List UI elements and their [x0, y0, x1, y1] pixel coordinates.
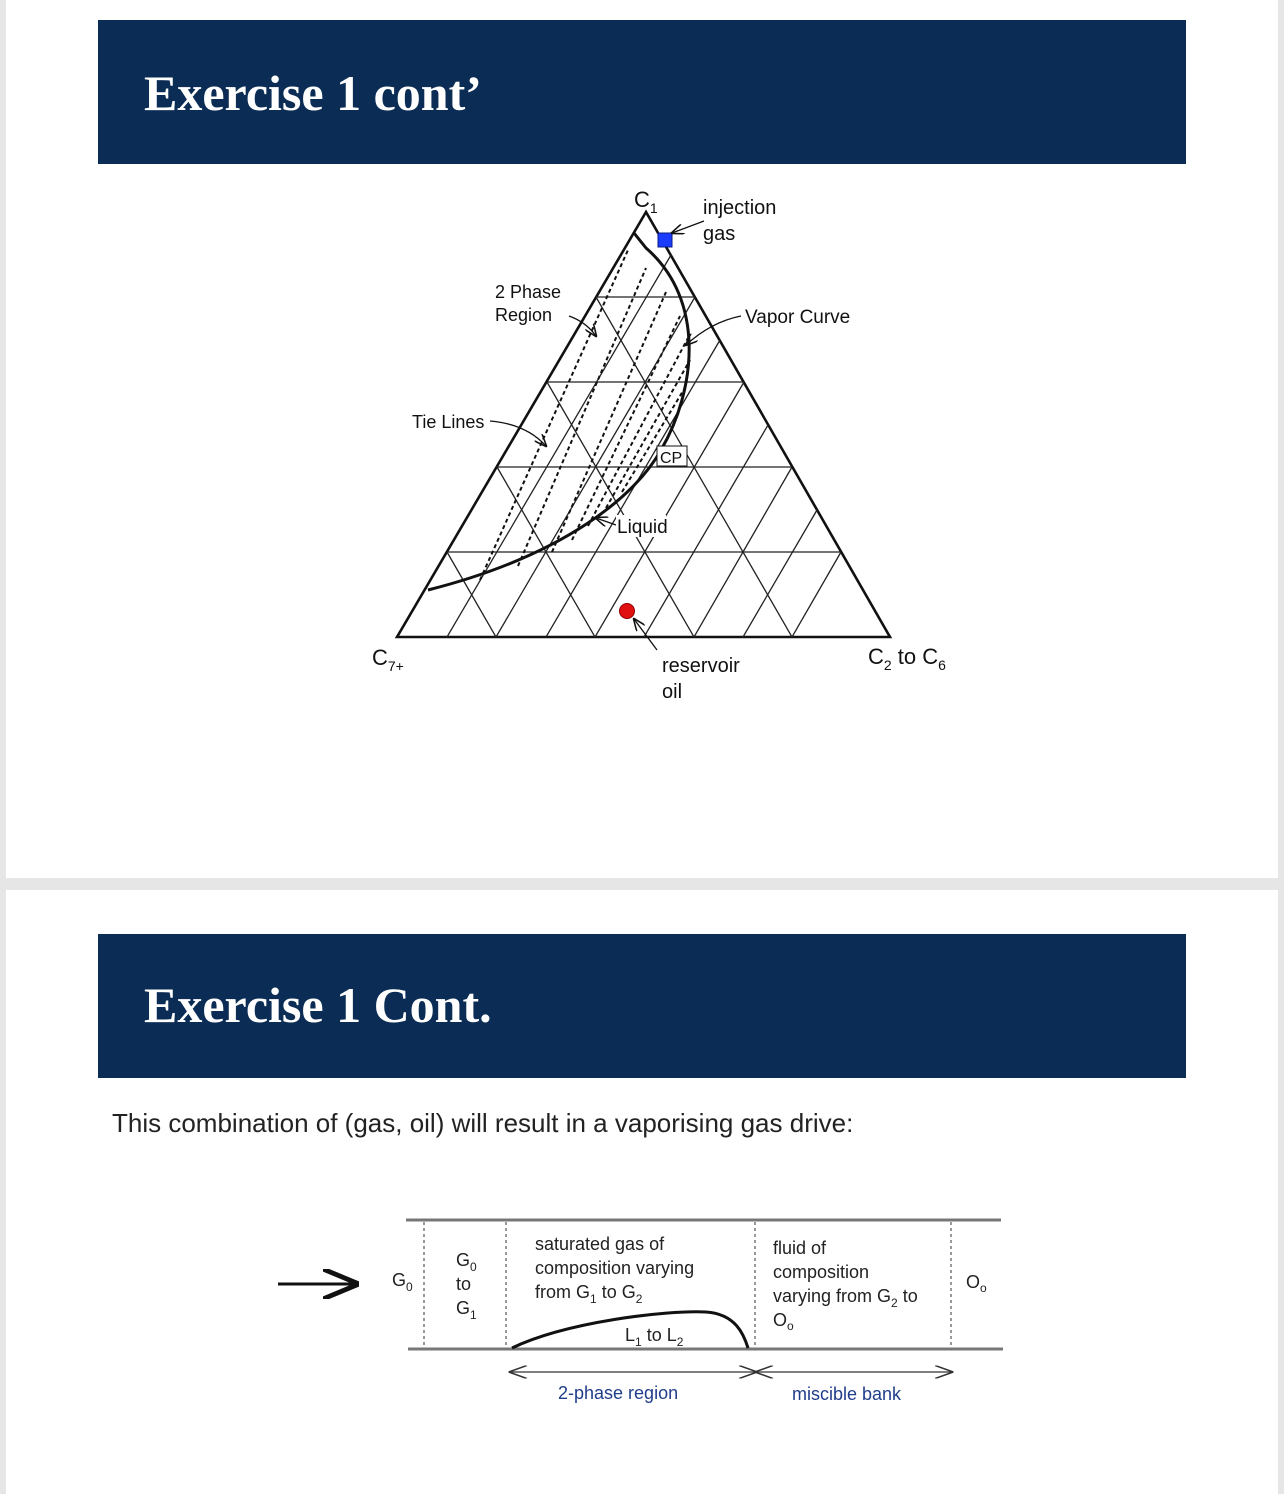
liquid-label: Liquid	[617, 517, 668, 538]
critical-point-label: CP	[660, 450, 683, 467]
zone1-label: $G_0$ to $G_1$	[456, 1250, 477, 1322]
injection-gas-label: injection gas	[703, 197, 777, 245]
zone-separators	[424, 1222, 951, 1348]
tie-lines-label: Tie Lines	[412, 412, 485, 432]
slide-title: Exercise 1 cont’	[144, 65, 482, 121]
liquid-composition-label: $L_1$ to $L_2$	[625, 1325, 684, 1349]
ternary-diagram	[6, 0, 1278, 878]
injection-gas-marker	[658, 233, 672, 247]
statement-text: This combination of (gas, oil) will result in a vaporising gas drive:	[112, 1108, 854, 1138]
miscible-bank-label: miscible bank	[792, 1384, 902, 1404]
reservoir-oil-marker	[620, 604, 635, 619]
apex-left-label: $C_{7+}$	[372, 645, 404, 674]
two-phase-region-label: 2 Phase Region	[495, 282, 562, 325]
slide-title: Exercise 1 Cont.	[144, 977, 492, 1033]
zone2-label: saturated gas of composition varying from $G_1$ to $G_2$	[535, 1234, 695, 1306]
g0-label: $G_0$	[392, 1270, 413, 1294]
zone3-label: fluid of composition varying from $G_2$ to $O_o$	[773, 1238, 918, 1333]
apex-right-label: $C_2$ to $C_6$	[868, 644, 946, 673]
apex-top-label: $C_1$	[634, 187, 658, 216]
two-phase-region-label: 2-phase region	[558, 1383, 679, 1403]
slide-2	[6, 890, 1278, 1494]
reservoir-oil-label: reservoir oil	[662, 655, 740, 703]
vapor-curve-label: Vapor Curve	[745, 307, 851, 328]
slide-1	[6, 0, 1278, 878]
oil-label: $O_o$	[966, 1272, 987, 1295]
vaporising-drive-diagram	[6, 890, 1278, 1494]
